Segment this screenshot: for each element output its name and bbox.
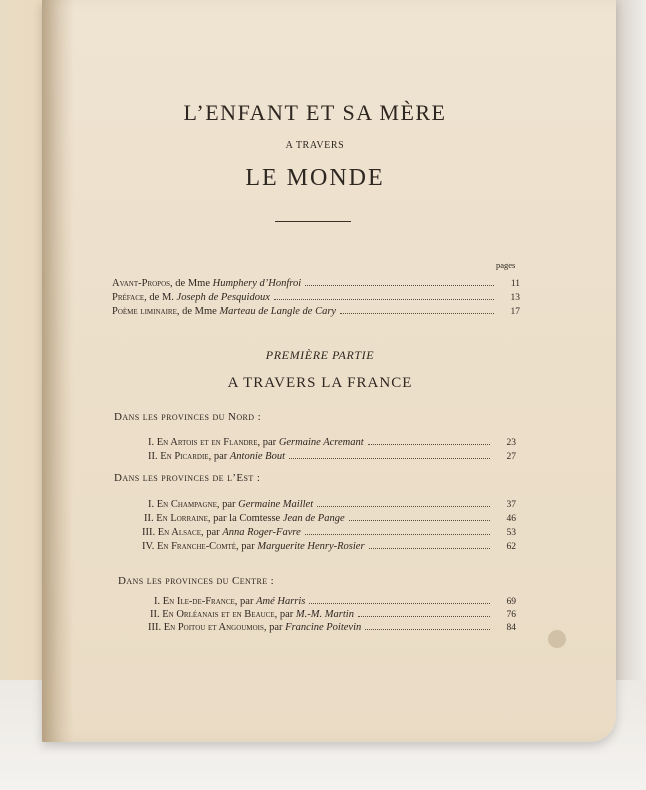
toc-entry-by: , de Mme: [176, 306, 220, 317]
toc-entry: [112, 292, 520, 306]
dot-leader: [289, 458, 490, 459]
dot-leader: [305, 534, 490, 535]
toc-entry: [142, 527, 516, 541]
dot-leader: [365, 629, 490, 630]
title-rule: [275, 221, 351, 222]
part-title: A TRAVERS LA FRANCE: [227, 375, 413, 391]
toc-entry: [148, 437, 516, 451]
toc-entry-label: I. En Ile-de-France: [154, 596, 235, 607]
toc-entry-author: Joseph de Pesquidoux: [176, 292, 270, 303]
toc-entry-label: IV. En Franche-Comté: [142, 541, 237, 552]
toc-entry-by: , par: [263, 622, 286, 633]
toc-entry: [112, 278, 520, 292]
toc-entry-by: , par: [208, 451, 230, 462]
toc-entry-page: 69: [506, 597, 516, 607]
toc-entry-label: Préface: [112, 292, 145, 303]
toc-entry: [112, 306, 520, 320]
page-gutter-shadow: [42, 0, 74, 742]
toc-entry-author: Germaine Maillet: [238, 499, 314, 510]
dot-leader: [317, 506, 490, 507]
dot-leader: [340, 313, 494, 314]
toc-entry-by: , par la Comtesse: [207, 513, 283, 524]
toc-entry-author: Anna Roger-Favre: [222, 527, 301, 538]
toc-entry-by: , par: [201, 527, 223, 538]
toc-entry-by: , de Mme: [170, 278, 213, 289]
toc-entry-author: Francine Poitevin: [285, 622, 362, 633]
toc-entry-label: II. En Orléanais et en Beauce: [150, 609, 275, 620]
pages-column-label: pages: [496, 260, 516, 270]
toc-entry-page: 27: [506, 452, 516, 462]
paper-stain: [548, 630, 566, 648]
toc-entry-page: 23: [506, 438, 516, 448]
dot-leader: [309, 603, 490, 604]
toc-entry-label: I. En Artois et en Flandre: [148, 437, 258, 448]
section-heading: Dans les provinces de l’Est :: [114, 472, 261, 484]
toc-entry: [148, 451, 516, 465]
dot-leader: [369, 548, 490, 549]
toc-entry-label: II. En Picardie: [148, 451, 209, 462]
toc-entry-label: Poème liminaire: [112, 306, 177, 317]
toc-entry-label: I. En Champagne: [148, 499, 217, 510]
toc-entry-page: 76: [506, 610, 516, 620]
toc-entry-label: III. En Alsace: [142, 527, 202, 538]
toc-entry-page: 13: [510, 293, 520, 303]
toc-entry: [144, 513, 516, 527]
dot-leader: [368, 444, 490, 445]
book-title-line2: LE MONDE: [245, 165, 385, 191]
dot-leader: [305, 285, 494, 286]
toc-entry-by: , par: [257, 437, 279, 448]
toc-entry-author: Marguerite Henry-Rosier: [257, 541, 365, 552]
toc-entry-author: Amé Harris: [256, 596, 306, 607]
toc-entry-label: Avant-Propos: [112, 278, 171, 289]
dot-leader: [358, 616, 490, 617]
toc-entry: [150, 609, 516, 623]
toc-entry-by: , de M.: [144, 292, 177, 303]
toc-entry-by: , par: [234, 596, 257, 607]
toc-entry: [148, 622, 516, 636]
toc-entry-page: 53: [506, 528, 516, 538]
toc-entry-label: III. En Poitou et Angoumois: [148, 622, 264, 633]
toc-entry-page: 46: [506, 514, 516, 524]
dot-leader: [349, 520, 490, 521]
book-title-connector: A TRAVERS: [285, 140, 345, 151]
section-heading: Dans les provinces du Centre :: [118, 575, 275, 587]
toc-entry-author: M.-M. Martin: [295, 609, 354, 620]
toc-entry-by: , par: [216, 499, 239, 510]
toc-entry-author: Humphery d’Honfroi: [212, 278, 302, 289]
toc-entry-label: II. En Lorraine: [144, 513, 208, 524]
toc-entry-page: 62: [506, 542, 516, 552]
toc-entry-by: , par: [274, 609, 296, 620]
toc-entry-author: Marteau de Langle de Cary: [219, 306, 337, 317]
toc-entry: [142, 541, 516, 555]
toc-entry-author: Germaine Acremant: [278, 437, 364, 448]
section-heading: Dans les provinces du Nord :: [114, 411, 262, 423]
dot-leader: [274, 299, 494, 300]
toc-entry-author: Jean de Pange: [282, 513, 345, 524]
toc-entry-page: 11: [510, 279, 520, 289]
toc-entry: [148, 499, 516, 513]
toc-entry-page: 17: [510, 307, 520, 317]
toc-entry-by: , par: [236, 541, 258, 552]
part-heading: PREMIÈRE PARTIE: [265, 348, 375, 362]
toc-entry-author: Antonie Bout: [229, 451, 285, 462]
toc-entry-page: 84: [506, 623, 516, 633]
toc-entry: [154, 596, 516, 610]
toc-entry-page: 37: [506, 500, 516, 510]
book-title-line1: L’ENFANT ET SA MÈRE: [183, 100, 447, 125]
